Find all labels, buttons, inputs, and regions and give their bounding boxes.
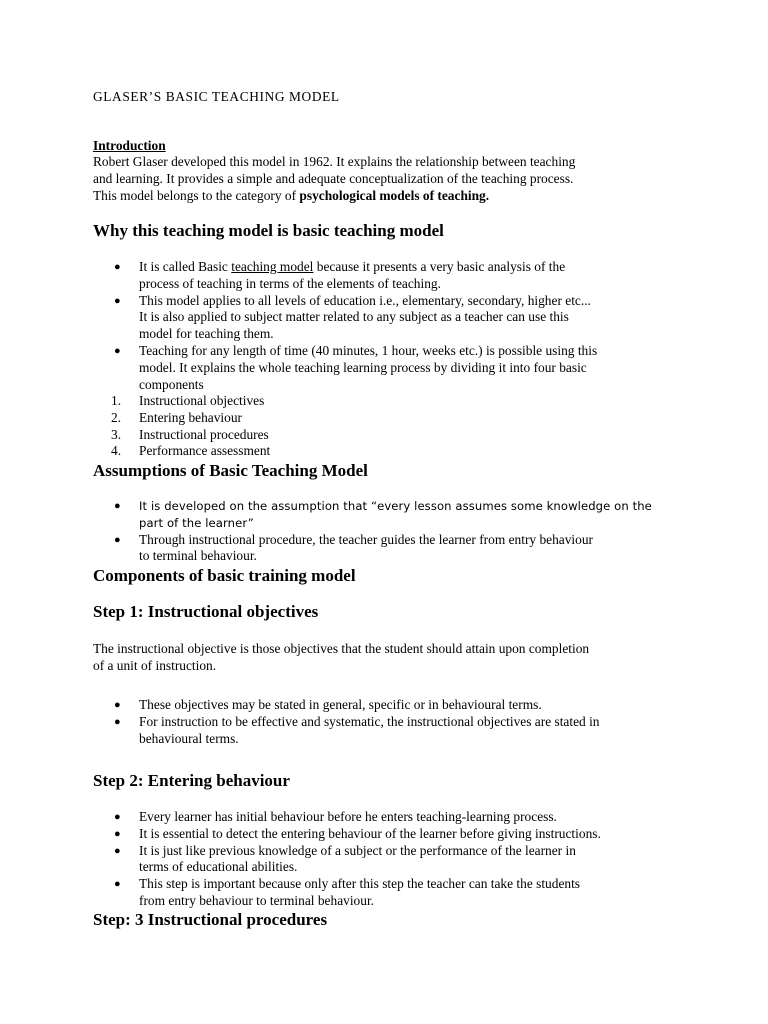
bullet-icon: ● (114, 533, 121, 546)
bullet-text: model. It explains the whole teaching learning process by dividing it into four basic (139, 359, 587, 375)
bullet-text: terms of educational abilities. (139, 859, 298, 875)
bullet-text: from entry behaviour to terminal behaviour. (139, 892, 375, 908)
bullet-text: It is essential to detect the entering behaviour of the learner before giving instructions. (139, 825, 601, 841)
list-item (93, 343, 683, 393)
list-item (93, 714, 683, 748)
bullet-text: This model applies to all levels of education i.e., elementary, secondary, higher etc... (139, 292, 591, 308)
bullet-icon: ● (114, 715, 121, 728)
document-title: GLASER’S BASIC TEACHING MODEL (93, 89, 340, 104)
numbered-item (93, 427, 683, 444)
bullet-text: It is just like previous knowledge of a subject or the performance of the learner in (139, 842, 576, 858)
introduction-heading: Introduction (93, 138, 166, 153)
list-item (93, 809, 683, 826)
teaching-model-link[interactable]: teaching model (231, 259, 314, 274)
components-heading: Components of basic training model (93, 566, 356, 585)
item-number: 1. (111, 393, 122, 408)
step-2-heading: Step 2: Entering behaviour (93, 771, 290, 790)
bullet-text: Teaching for any length of time (40 minutes, 1 hour, weeks etc.) is possible using this (139, 342, 598, 358)
bullet-text: components (139, 376, 204, 392)
item-text: Performance assessment (139, 443, 271, 459)
bullet-icon: ● (114, 699, 121, 711)
list-item (93, 876, 683, 910)
bullet-text: because it presents a very basic analysis of the (313, 259, 566, 274)
bullet-text: It is called Basic (139, 259, 232, 274)
numbered-item (93, 393, 683, 410)
list-item (93, 498, 683, 532)
step-1-bullet-list (93, 697, 683, 747)
bullet-text: It is developed on the assumption that “every lesson assumes some knowledge on the (139, 499, 652, 513)
introduction-line-2: and learning. It provides a simple and adequate conceptualization of the teaching process. (93, 170, 574, 186)
bullet-text: Every learner has initial behaviour before he enters teaching-learning process. (139, 809, 557, 824)
list-item (93, 697, 683, 714)
introduction-line-1: Robert Glaser developed this model in 1962. It explains the relationship between teaching (93, 154, 576, 169)
numbered-item (93, 443, 683, 460)
bullet-icon: ● (114, 344, 121, 357)
why-basic-bullet-list (93, 259, 683, 393)
item-text: Instructional procedures (139, 426, 269, 442)
item-text: Instructional objectives (139, 393, 265, 408)
bullet-text: These objectives may be stated in general, specific or in behavioural terms. (139, 697, 542, 712)
bullet-icon: ● (114, 811, 121, 823)
introduction-section (93, 138, 693, 204)
bullet-text: to terminal behaviour. (139, 548, 257, 564)
why-basic-heading: Why this teaching model is basic teaching model (93, 221, 444, 240)
bullet-icon: ● (114, 878, 121, 891)
step-2-bullet-list (93, 809, 683, 910)
item-text: Entering behaviour (139, 409, 242, 425)
bullet-text: model for teaching them. (139, 326, 274, 342)
numbered-item (93, 410, 683, 427)
step-1-paragraph (93, 641, 683, 675)
paragraph-line: The instructional objective is those objectives that the student should attain upon completion (93, 641, 590, 656)
list-item (93, 843, 683, 877)
item-number: 3. (111, 426, 122, 442)
bullet-text: Through instructional procedure, the teacher guides the learner from entry behaviour (139, 531, 593, 547)
bullet-text: It is also applied to subject matter related to any subject as a teacher can use this (139, 309, 569, 325)
components-numbered-list (93, 393, 683, 460)
bullet-icon: ● (114, 294, 121, 307)
bullet-icon: ● (114, 844, 121, 857)
bullet-icon: ● (114, 500, 121, 512)
bullet-text: process of teaching in terms of the elements of teaching. (139, 275, 441, 291)
item-number: 2. (111, 409, 122, 425)
bullet-text: This step is important because only after this step the teacher can take the students (139, 876, 581, 892)
assumptions-heading: Assumptions of Basic Teaching Model (93, 461, 368, 480)
bullet-text: part of the learner” (139, 515, 254, 530)
bullet-text: For instruction to be effective and systematic, the instructional objectives are stated in (139, 713, 600, 729)
step-3-heading: Step: 3 Instructional procedures (93, 910, 328, 929)
item-number: 4. (111, 443, 122, 459)
assumptions-bullet-list (93, 498, 683, 565)
list-item (93, 259, 683, 293)
list-item (93, 293, 683, 343)
introduction-line-3 (93, 188, 693, 205)
paragraph-line: of a unit of instruction. (93, 657, 217, 673)
bullet-text: behavioural terms. (139, 730, 239, 746)
step-1-heading: Step 1: Instructional objectives (93, 602, 319, 621)
list-item (93, 532, 683, 566)
introduction-bold-phrase: psychological models of teaching. (299, 187, 490, 203)
bullet-icon: ● (114, 261, 121, 273)
bullet-icon: ● (114, 827, 121, 840)
list-item (93, 826, 683, 843)
introduction-line-3-text: This model belongs to the category of (93, 187, 300, 203)
